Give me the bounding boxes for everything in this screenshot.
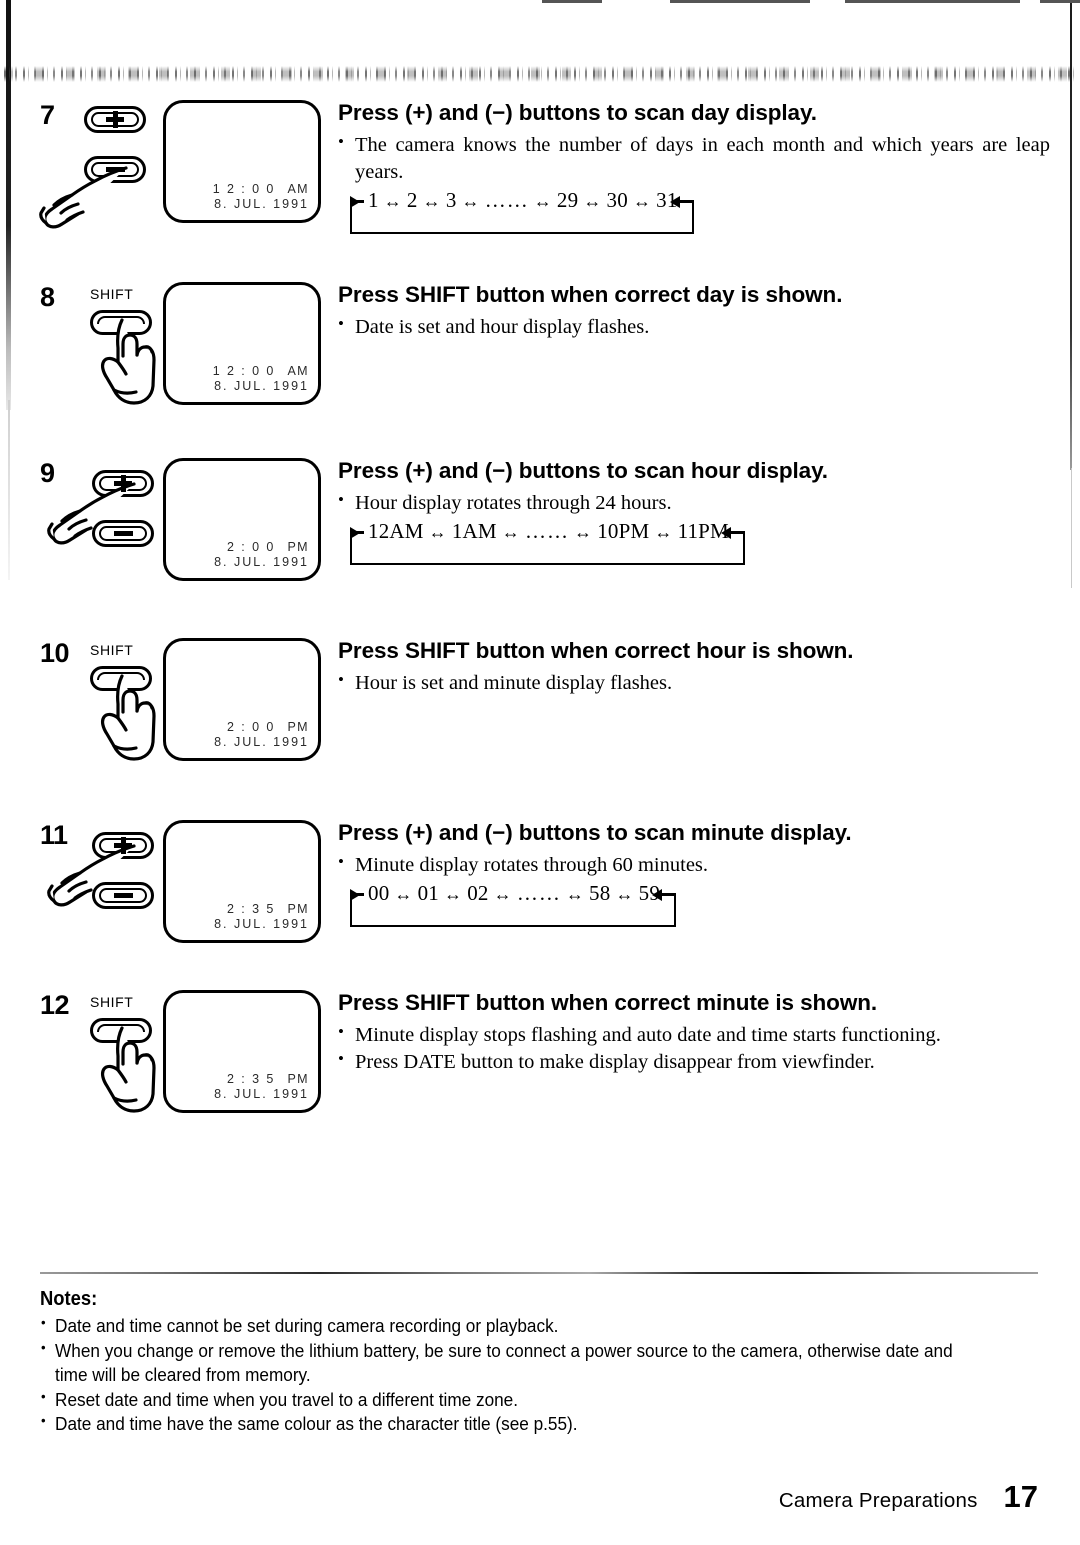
notes-divider [40, 1272, 1038, 1274]
step-number: 9 [40, 458, 55, 488]
cycle-separator-icon: ↔ [654, 522, 673, 543]
cycle-value: 59 [638, 881, 661, 906]
lcd-date: 8. JUL. 1991 [214, 917, 309, 932]
cycle-value: 01 [417, 881, 440, 906]
step-heading: Press (+) and (−) buttons to scan day display. [338, 100, 817, 125]
cycle-value: …… [484, 188, 529, 213]
pressing-hand-icon [46, 478, 141, 550]
pressing-hand-icon [98, 316, 164, 408]
cycle-separator-icon: ↔ [583, 191, 602, 212]
cycle-loop-path [350, 893, 676, 927]
step-bullet-list [338, 490, 1050, 517]
cycle-separator-icon: ↔ [565, 884, 585, 905]
lcd-readout [214, 1072, 309, 1103]
step-bullet-list [338, 1022, 1050, 1076]
scan-noise-band [4, 66, 1076, 82]
step-bullet: • Press DATE button to make display disappear from viewfinder. [338, 1049, 1050, 1076]
plus-button[interactable] [84, 106, 146, 133]
lcd-readout [213, 364, 309, 395]
pressing-hand-icon [98, 1024, 164, 1116]
step-bullet: • Minute display stops flashing and auto date and time starts functioning. [338, 1022, 1050, 1049]
lcd-date: 8. JUL. 1991 [214, 197, 309, 212]
scan-top-marks [540, 0, 1080, 4]
step-bullet-list [338, 314, 1050, 341]
page-number: 17 [1003, 1479, 1038, 1514]
cycle-separator-icon: ↔ [461, 191, 480, 212]
lcd-date: 8. JUL. 1991 [214, 735, 309, 750]
cycle-loop-path [350, 531, 745, 565]
viewfinder-display [163, 282, 321, 405]
cycle-value: 10PM [597, 519, 650, 544]
step-heading: Press (+) and (−) buttons to scan minute display. [338, 820, 852, 845]
note-item: • Date and time cannot be set during camera recording or playback. [40, 1314, 980, 1339]
cycle-separator-icon: ↔ [615, 884, 634, 905]
step-heading: Press SHIFT button when correct minute is shown. [338, 990, 878, 1015]
camera-control-illustration [52, 824, 172, 944]
step-text [338, 100, 1050, 244]
shift-button-label: SHIFT [90, 994, 134, 1010]
pressing-hand-icon [38, 162, 133, 234]
shift-button-label: SHIFT [90, 286, 134, 302]
pressing-hand-icon [46, 840, 141, 912]
cycle-value: 1 [368, 188, 379, 213]
cycle-loop-stub-right [678, 200, 694, 203]
pressing-hand-icon [98, 672, 164, 764]
step-number: 10 [40, 638, 70, 668]
step-number: 7 [40, 100, 55, 130]
cycle-value: 12AM [368, 519, 424, 544]
step-number: 11 [40, 820, 68, 850]
viewfinder-display [163, 638, 321, 761]
step-bullet: • Minute display rotates through 60 minutes. [338, 852, 1050, 879]
cycle-separator-icon: ↔ [422, 191, 441, 212]
lcd-time: 2 : 3 5 PM [227, 1071, 309, 1086]
step-text [338, 990, 1050, 1076]
value-cycle-diagram [338, 519, 1050, 575]
note-item: • Date and time have the same colour as the character title (see p.55). [40, 1412, 980, 1437]
cycle-value: 1AM [451, 519, 497, 544]
step-text [338, 638, 1050, 697]
notes-list [40, 1314, 1040, 1437]
page-footer [779, 1479, 1038, 1515]
cycle-value: 02 [467, 881, 489, 906]
lcd-readout [214, 720, 309, 751]
notes-section [40, 1288, 1040, 1437]
step-bullet: • Date is set and hour display flashes. [338, 314, 1050, 341]
cycle-separator-icon: ↔ [501, 522, 520, 543]
camera-control-illustration [52, 642, 172, 762]
shift-button-label: SHIFT [90, 642, 134, 658]
lcd-time: 2 : 3 5 PM [227, 901, 309, 916]
cycle-value: 11PM [677, 519, 729, 544]
lcd-date: 8. JUL. 1991 [214, 1087, 309, 1102]
lcd-time: 2 : 0 0 PM [227, 539, 309, 554]
step-text [338, 282, 1050, 341]
cycle-value: 58 [589, 881, 611, 906]
cycle-value: 29 [556, 188, 579, 213]
lcd-date: 8. JUL. 1991 [214, 555, 309, 570]
lcd-time: 1 2 : 0 0 AM [212, 181, 309, 196]
cycle-separator-icon: ↔ [493, 884, 512, 905]
step-text [338, 820, 1050, 937]
value-cycle-diagram [338, 188, 1050, 244]
notes-title: Notes: [40, 1288, 98, 1310]
step-number: 12 [40, 990, 70, 1020]
cycle-separator-icon: ↔ [574, 522, 593, 543]
step-bullet: • The camera knows the number of days in each month and which years are leap years. [338, 132, 1050, 186]
cycle-value: 3 [445, 188, 457, 213]
camera-control-illustration [52, 462, 172, 582]
step-text [338, 458, 1050, 575]
cycle-value: …… [525, 519, 569, 544]
cycle-loop-path [350, 200, 694, 234]
scan-edge-left-fade [8, 400, 10, 580]
camera-control-illustration [52, 994, 172, 1114]
lcd-time: 2 : 0 0 PM [227, 719, 309, 734]
step-heading: Press (+) and (−) buttons to scan hour display. [338, 458, 828, 483]
scan-edge-right-fade [1071, 468, 1072, 588]
cycle-value: 2 [406, 188, 418, 213]
note-item: • When you change or remove the lithium battery, be sure to connect a power source to the camera, otherwise date and time will be cleared from memory. [40, 1339, 980, 1388]
scan-edge-left [6, 0, 11, 410]
step-bullet: • Hour display rotates through 24 hours. [338, 490, 1050, 517]
lcd-readout [214, 540, 309, 571]
cycle-separator-icon: ↔ [533, 191, 552, 212]
cycle-value: 31 [656, 188, 678, 213]
cycle-loop-stub-right [660, 893, 676, 896]
viewfinder-display [163, 990, 321, 1113]
cycle-separator-icon: ↔ [383, 191, 402, 212]
cycle-value: …… [516, 881, 561, 906]
viewfinder-display [163, 100, 321, 223]
lcd-date: 8. JUL. 1991 [214, 379, 309, 394]
cycle-loop-stub-right [729, 531, 745, 534]
camera-control-illustration [52, 104, 172, 224]
step-number: 8 [40, 282, 55, 312]
lcd-readout [214, 902, 309, 933]
cycle-value: 00 [368, 881, 390, 906]
camera-control-illustration [52, 286, 172, 406]
step-bullet-list [338, 852, 1050, 879]
step-bullet-list [338, 670, 1050, 697]
step-heading: Press SHIFT button when correct hour is shown. [338, 638, 854, 663]
viewfinder-display [163, 820, 321, 943]
value-cycle-diagram [338, 881, 1050, 937]
footer-section-title: Camera Preparations [778, 1489, 978, 1512]
cycle-separator-icon: ↔ [444, 884, 463, 905]
cycle-separator-icon: ↔ [632, 191, 652, 212]
cycle-separator-icon: ↔ [428, 522, 447, 543]
cycle-value: 30 [606, 188, 628, 213]
lcd-readout [213, 182, 309, 213]
cycle-separator-icon: ↔ [394, 884, 413, 905]
note-item: • Reset date and time when you travel to a different time zone. [40, 1388, 980, 1413]
step-heading: Press SHIFT button when correct day is shown. [338, 282, 843, 307]
step-bullet: • Hour is set and minute display flashes. [338, 670, 1050, 697]
viewfinder-display [163, 458, 321, 581]
step-bullet-list [338, 132, 1050, 186]
lcd-time: 1 2 : 0 0 AM [212, 363, 309, 378]
